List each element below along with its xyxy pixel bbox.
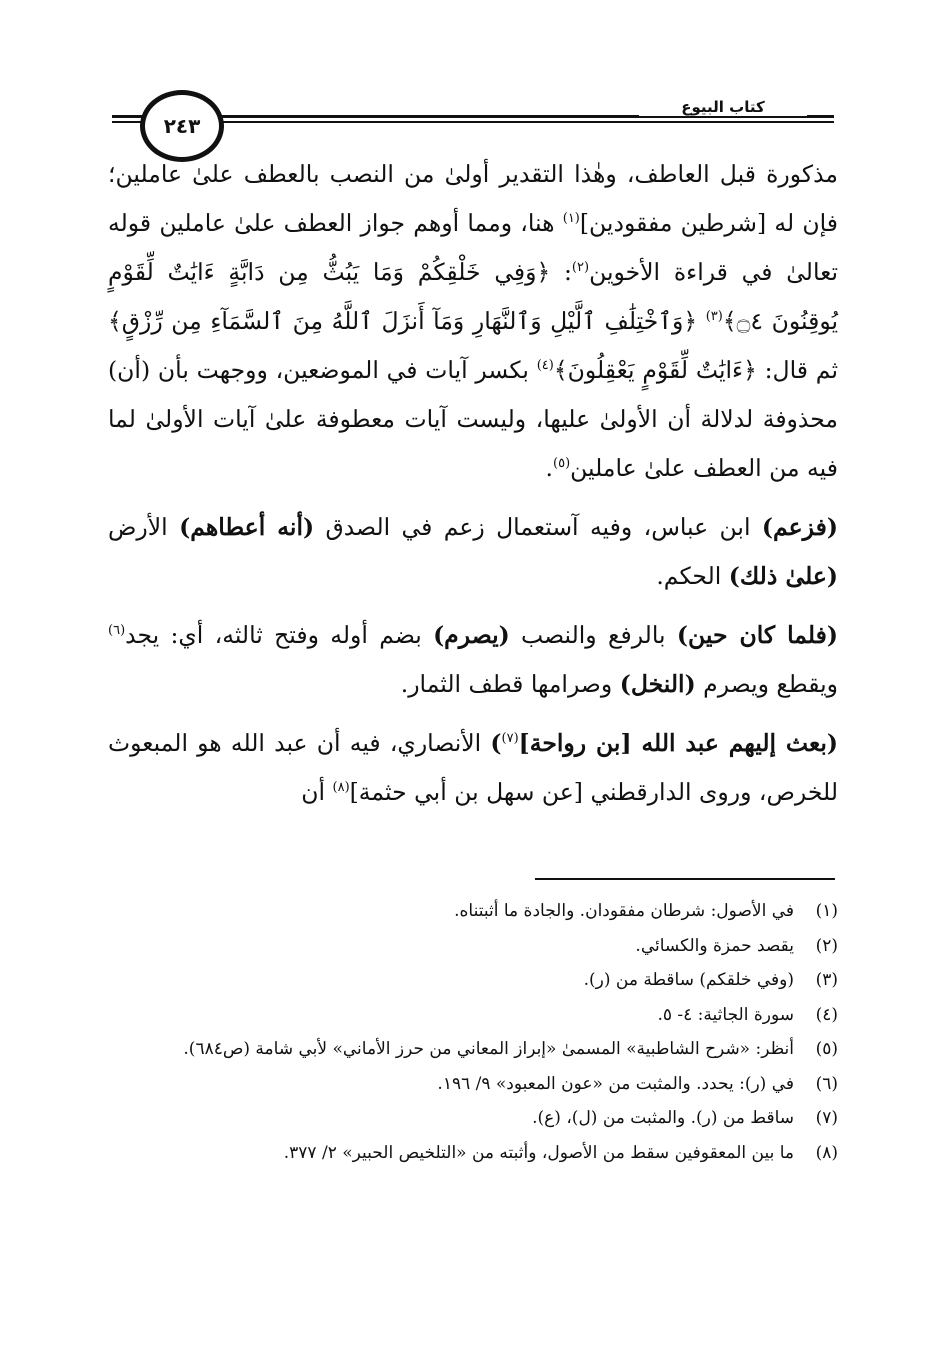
footnote-item xyxy=(108,929,838,964)
text-run: . xyxy=(545,454,554,482)
text-run: ويقطع ويصرم xyxy=(695,670,838,698)
hadith-keyword: (علىٰ ذلك) xyxy=(728,562,838,590)
footnote-text: أنظر: «شرح الشاطبية» المسمىٰ «إبراز المعاني من حرز الأماني» لأبي شامة (ص٦٨٤). xyxy=(183,1039,794,1059)
footnote-text: في الأصول: شرطان مفقودان. والجادة ما أثبتناه. xyxy=(454,901,794,921)
footnote-ref[interactable]: (٤) xyxy=(536,358,554,374)
footnote-ref[interactable]: (٦) xyxy=(108,623,126,639)
footnote-text: (وفي خلقكم) ساقطة من (ر). xyxy=(583,970,794,990)
text-run: بكسر آيات في الموضعين، ووجهت بأن (أن) محذوفة لدلالة أن الأولىٰ عليها، وليست آيات معطوفة علىٰ آيات الأولىٰ لما فيه من العطف علىٰ عاملين xyxy=(108,356,838,482)
paragraph-3 xyxy=(108,611,838,709)
text-run: بالرفع والنصب xyxy=(509,621,677,649)
footnote-item xyxy=(108,1136,838,1171)
header-rule-right-bottom xyxy=(222,121,834,123)
hadith-keyword: (أنه أعطاهم) xyxy=(179,513,315,541)
footnote-text: ساقط من (ر). والمثبت من (ل)، (ع). xyxy=(532,1108,794,1128)
text-run: الأنصاري، فيه أن عبد الله هو المبعوث للخرص، وروى الدارقطني [عن سهل بن أبي حثمة] xyxy=(108,729,838,806)
page-number: ٢٤٣ xyxy=(163,114,201,138)
text-run: الحكم. xyxy=(656,562,729,590)
footnote-item xyxy=(108,998,838,1033)
footnote-ref[interactable]: (١) xyxy=(562,211,580,227)
hadith-keyword: (بعث إليهم عبد الله [بن رواحة] xyxy=(518,729,838,757)
hadith-keyword: (فلما كان حين) xyxy=(676,621,838,649)
paragraph-2 xyxy=(108,503,838,601)
paragraph-1 xyxy=(108,150,838,493)
footnote-number: (٦) xyxy=(815,1073,838,1094)
book-title: كتاب البيوع xyxy=(639,98,807,116)
footnote-item xyxy=(108,1032,838,1067)
hadith-keyword: (يصرم) xyxy=(433,621,510,649)
text-run: مذكورة قبل العاطف، وهٰذا التقدير أولىٰ من النصب بالعطف علىٰ عاملين؛ فإن له [شرطين مفقودين] xyxy=(108,160,838,237)
footnote-number: (٥) xyxy=(815,1039,838,1059)
footnote-number: (١) xyxy=(815,901,838,921)
text-run: أن xyxy=(301,778,333,806)
footnote-text: في (ر): يحدد. والمثبت من «عون المعبود» ٩/ ١٩٦. xyxy=(437,1073,794,1094)
text-run: بضم أوله وفتح ثالثه، أي: يجد xyxy=(125,621,434,649)
footnote-ref[interactable]: (٥) xyxy=(553,456,571,472)
footnote-number: (٢) xyxy=(815,935,838,956)
footnotes xyxy=(108,894,838,1170)
footnote-ref[interactable]: (٣) xyxy=(705,309,723,325)
footnote-number: (٣) xyxy=(815,970,838,990)
text-run: الأرض xyxy=(108,513,180,541)
hadith-keyword: (النخل) xyxy=(619,670,696,698)
footnote-number: (٤) xyxy=(815,1004,838,1025)
footnote-text: يقصد حمزة والكسائي. xyxy=(635,935,794,956)
footnote-item xyxy=(108,1101,838,1136)
footnote-text: ما بين المعقوفين سقط من الأصول، وأثبته من «التلخيص الحبير» ٢/ ٣٧٧. xyxy=(283,1142,794,1163)
main-text xyxy=(108,150,838,827)
quran-quote: ﴿وَٱخْتِلَٰفِ ٱلَّيْلِ وَٱلنَّهَارِ وَمَآ أَنزَلَ ٱللَّهُ مِنَ ٱلسَّمَآءِ مِن رِّزْقٍ﴾ ثم قال: ﴿ءَايَٰتٌ لِّقَوْمٍ يَعْقِلُونَ﴾ xyxy=(108,307,838,384)
footnote-ref[interactable]: (٧) xyxy=(501,731,519,747)
footnote-text: سورة الجاثية: ٤- ٥. xyxy=(657,1004,794,1025)
hadith-keyword: (فزعم) xyxy=(761,513,838,541)
hadith-keyword: ) xyxy=(490,729,502,757)
text-run: ابن عباس، وفيه آستعمال زعم في الصدق xyxy=(314,513,762,541)
text-run: هنا، ومما أوهم جواز العطف علىٰ عاملين قوله تعالىٰ في قراءة الأخوين xyxy=(108,209,838,286)
paragraph-4 xyxy=(108,719,838,817)
footnote-number: (٧) xyxy=(815,1108,838,1128)
text-run: وصرامها قطف الثمار. xyxy=(400,670,620,698)
footnote-item xyxy=(108,1067,838,1102)
footnote-number: (٨) xyxy=(815,1142,838,1163)
footnote-ref[interactable]: (٨) xyxy=(332,780,350,796)
footnote-separator xyxy=(535,878,835,880)
footnote-item xyxy=(108,963,838,998)
footnote-ref[interactable]: (٢) xyxy=(571,260,590,276)
footnote-item xyxy=(108,894,838,929)
quran-quote: : ﴿وَفِي خَلْقِكُمْ وَمَا يَبُثُّ مِن دَابَّةٍ ءَايَٰتٌ لِّقَوْمٍ يُوقِنُونَ ۝٤﴾ xyxy=(108,258,839,335)
